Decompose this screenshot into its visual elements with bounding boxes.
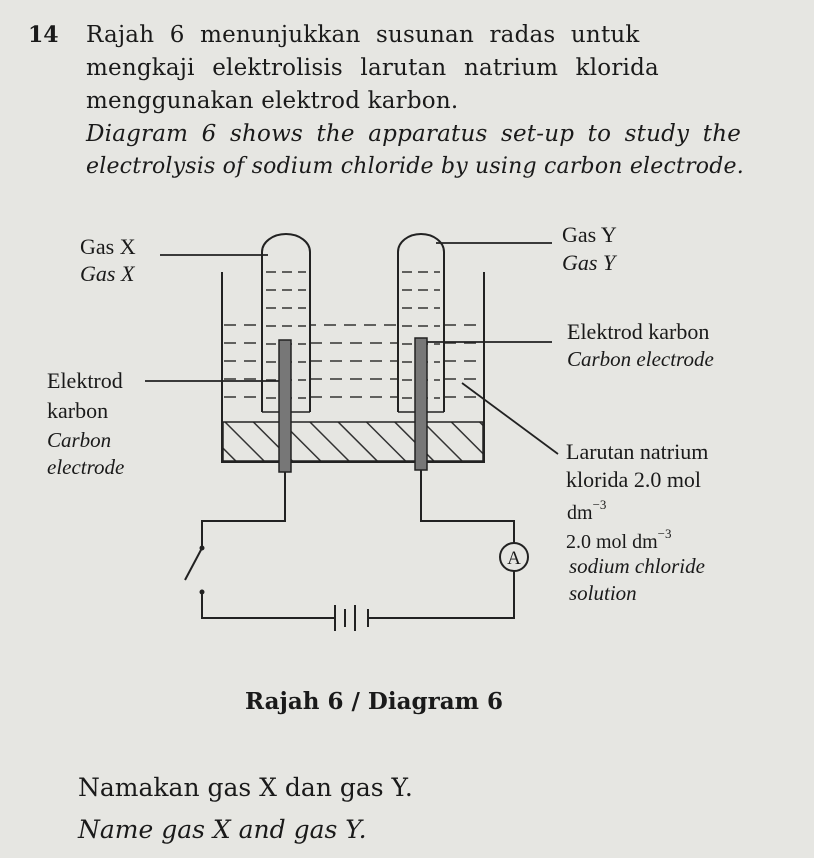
question-malay-line-2: mengkaji elektrolisis larutan natrium klorida	[86, 55, 659, 81]
prompt-malay: Namakan gas X dan gas Y.	[78, 773, 413, 802]
circuit-wires	[185, 470, 514, 618]
prompt-english: Name gas X and gas Y.	[78, 815, 367, 844]
ammeter-label: A	[507, 548, 521, 569]
electrode-left	[279, 340, 291, 472]
gas-x-label: Gas X	[80, 234, 136, 259]
electrode-left-label-english-1: Carbon	[47, 428, 112, 452]
solution-label-english-1: sodium chloride	[569, 554, 705, 578]
solution-concentration-english: 2.0 mol $dm^{-3}$	[566, 526, 672, 553]
electrode-right-label-english: Carbon electrode	[567, 347, 714, 371]
question-english-line-1: Diagram 6 shows the apparatus set-up to study the	[86, 121, 742, 147]
diagram-caption: Rajah 6 / Diagram 6	[245, 688, 503, 715]
gas-y-label-english: Gas Y	[562, 250, 616, 275]
question-english-line-2: electrolysis of sodium chloride by using carbon electrode.	[86, 154, 744, 179]
question-malay-line-1: Rajah 6 menunjukkan susunan radas untuk	[86, 22, 640, 48]
switch-terminal-bottom	[200, 590, 205, 595]
gas-y-label: Gas Y	[562, 222, 617, 247]
solution-label-english-2: solution	[569, 581, 637, 605]
electrode-right-label: Elektrod karbon	[567, 319, 710, 344]
beaker-base	[223, 422, 483, 461]
electrode-left-label-english-2: electrode	[47, 455, 125, 479]
electrode-left-label-2: karbon	[47, 398, 109, 423]
solution-label-2: klorida 2.0 mol	[566, 467, 702, 492]
question-number: 14	[28, 22, 59, 48]
ammeter	[500, 543, 528, 571]
question-malay-line-3: menggunakan elektrod karbon.	[86, 88, 459, 114]
solution-label-1: Larutan natrium	[566, 439, 709, 464]
solution-unit: $dm^{-3}$	[567, 497, 607, 524]
electrode-left-label-1: Elektrod	[47, 368, 123, 393]
electrode-right	[415, 338, 427, 470]
gas-x-label-english: Gas X	[80, 261, 135, 286]
battery	[335, 605, 368, 631]
switch-terminal-top	[200, 546, 205, 551]
